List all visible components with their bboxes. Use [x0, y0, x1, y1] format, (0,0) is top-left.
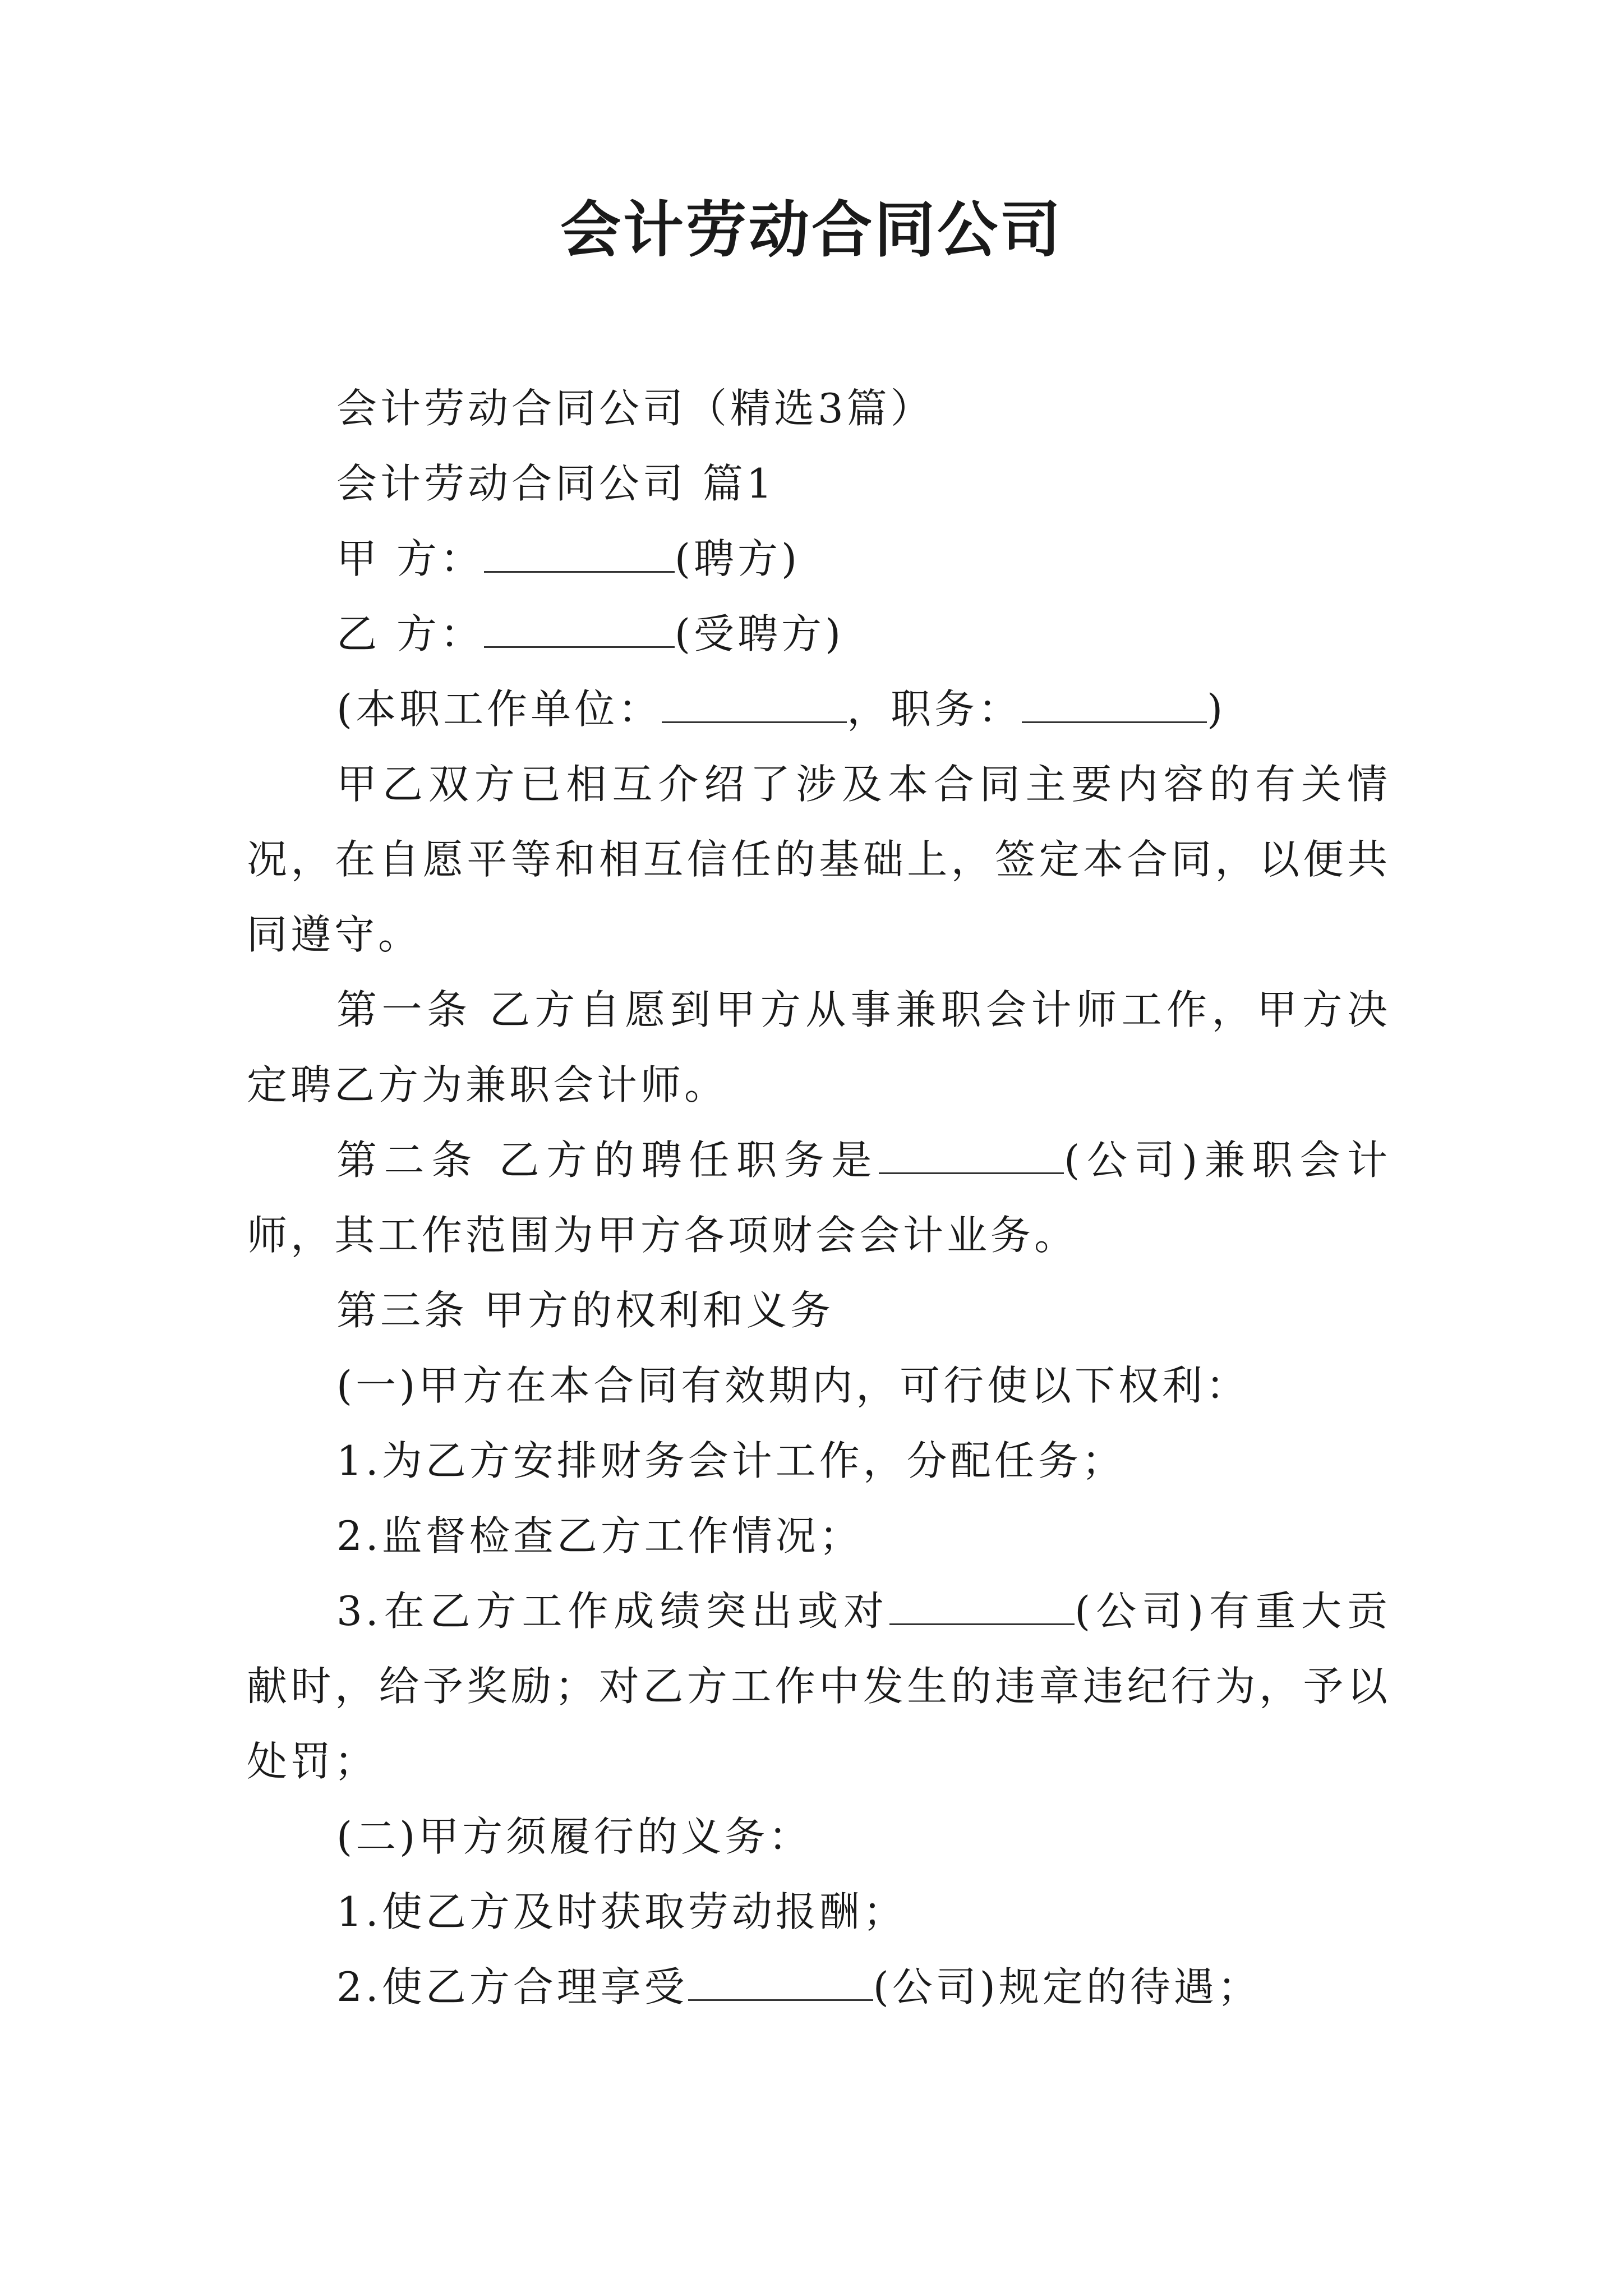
duty-item-2-blank	[688, 1964, 873, 2001]
right-item-3-prefix: 3.在乙方工作成绩突出或对	[336, 1588, 890, 1635]
duty-item-2	[247, 1949, 1391, 2024]
article-3: 第三条 甲方的权利和义务	[336, 1287, 834, 1334]
position-blank	[1022, 687, 1207, 723]
rights-heading: (一)甲方在本合同有效期内，可行使以下权利：	[336, 1362, 1250, 1409]
subtitle: 会计劳动合同公司（精选3篇）	[336, 385, 934, 432]
right-item-3	[247, 1573, 1391, 1799]
party-b-label: 乙 方：	[336, 610, 484, 657]
party-b-line	[247, 596, 1391, 671]
right-item-1: 1.为乙方安排财务会计工作，分配任务；	[336, 1437, 1126, 1484]
duty-item-2-suffix: (公司)规定的待遇；	[873, 1963, 1261, 2010]
work-unit-prefix: (本职工作单位：	[336, 685, 662, 733]
duty-item-2-prefix: 2.使乙方合理享受	[336, 1963, 688, 2010]
work-unit-blank	[662, 687, 847, 723]
party-a-suffix: (聘方)	[674, 535, 801, 582]
intro-paragraph: 甲乙双方已相互介绍了涉及本合同主要内容的有关情况，在自愿平等和相互信任的基础上，签定本合同，以便共同遵守。	[247, 761, 1391, 958]
party-a-line	[247, 521, 1391, 596]
document-body	[247, 371, 1391, 2024]
duty-item-1: 1.使乙方及时获取劳动报酬；	[336, 1888, 907, 1935]
article-2-prefix: 第二条 乙方的聘任职务是	[336, 1137, 879, 1184]
article-2	[247, 1122, 1391, 1273]
party-a-blank	[484, 536, 675, 573]
work-unit-line	[247, 671, 1391, 747]
party-b-suffix: (受聘方)	[674, 610, 845, 657]
article-2-suffix: (公司)兼职会计师，其工作范围为甲方各项财会会计业务。	[247, 1137, 1391, 1259]
document-title: 会计劳动合同公司	[560, 195, 1063, 265]
right-item-3-blank	[889, 1589, 1075, 1625]
article-2-blank	[879, 1138, 1064, 1174]
right-item-3-suffix: (公司)有重大贡献时，给予奖励；对乙方工作中发生的违章违纪行为，予以处罚；	[247, 1588, 1391, 1785]
section-heading: 会计劳动合同公司 篇1	[336, 460, 776, 507]
work-unit-middle: ，职务：	[847, 685, 1022, 733]
party-b-blank	[484, 611, 675, 648]
duties-heading: (二)甲方须履行的义务：	[336, 1813, 813, 1860]
right-item-2: 2.监督检查乙方工作情况；	[336, 1512, 863, 1559]
work-unit-suffix: )	[1207, 685, 1227, 733]
party-a-label: 甲 方：	[336, 535, 484, 582]
article-1: 第一条 乙方自愿到甲方从事兼职会计师工作，甲方决定聘乙方为兼职会计师。	[247, 986, 1391, 1108]
